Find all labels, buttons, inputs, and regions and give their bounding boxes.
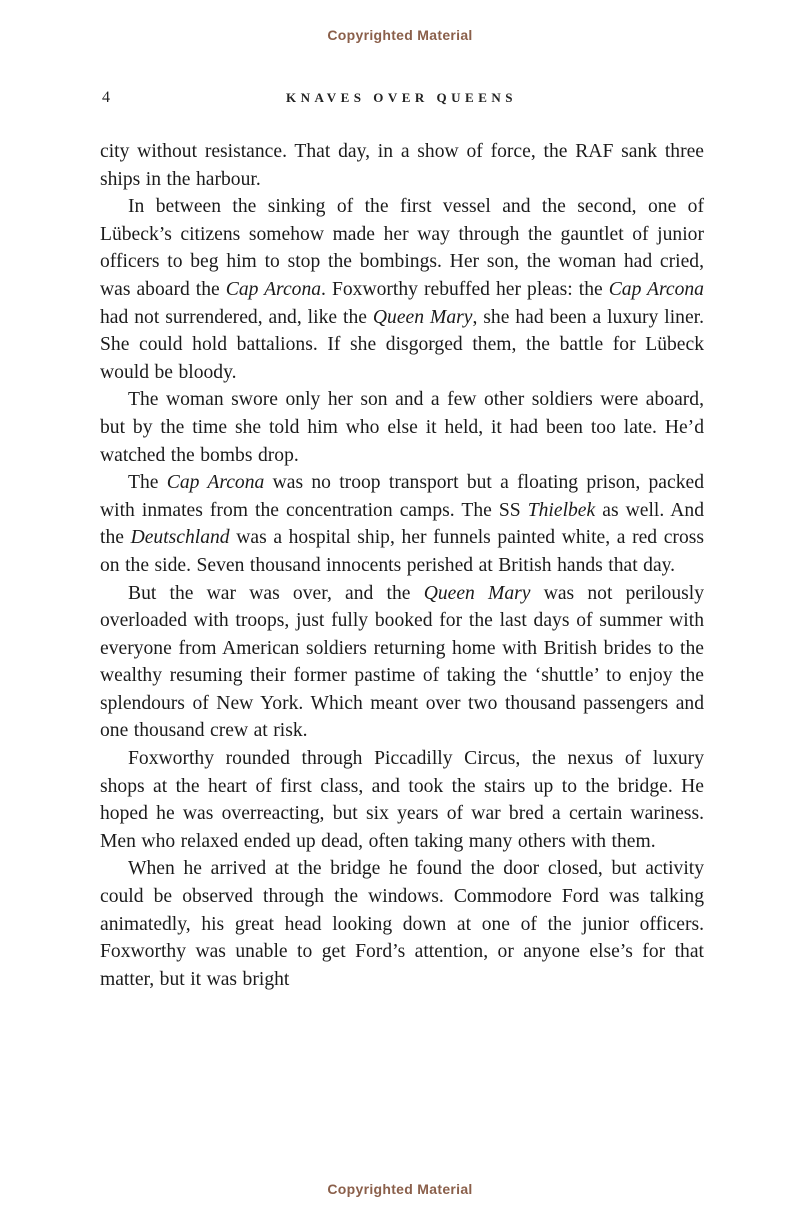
running-title: KNAVES OVER QUEENS xyxy=(285,90,518,105)
paragraph xyxy=(100,745,704,855)
italic-text-segment: Cap Arcona xyxy=(225,278,322,300)
italic-text-segment: Thielbek xyxy=(527,499,596,521)
text-segment: But the war was over, and the xyxy=(128,582,424,604)
text-segment: had not surrendered, and, like the xyxy=(100,306,373,328)
text-segment: , she had been a luxury liner. She could hold battalions. If she disgorged them, the battle for Lübeck would be bloody. xyxy=(100,306,704,383)
text-segment: Foxworthy rounded through Piccadilly Circus, the nexus of luxury shops at the heart of first class, and took the stairs up to the bridge. He hoped he was overreacting, but six years of war bred a certain wariness. Men who relaxed ended up dead, often taking many others with them. xyxy=(100,748,704,852)
italic-text-segment: Deutschland xyxy=(130,527,230,549)
text-segment: as well. And the xyxy=(100,499,704,549)
text-segment: . Foxworthy rebuffed her pleas: the xyxy=(321,278,609,300)
paragraph xyxy=(100,193,704,386)
text-segment: was no troop transport but a floating prison, packed with inmates from the concentration camps. The SS xyxy=(100,472,704,521)
copyright-notice-top: Copyrighted Material xyxy=(327,27,473,43)
italic-text-segment: Cap Arcona xyxy=(608,278,704,300)
text-segment: city without resistance. That day, in a show of force, the RAF sank three ships in the harbour. xyxy=(100,141,704,190)
paragraph xyxy=(100,138,704,193)
text-segment: The xyxy=(128,472,167,494)
page-number: 4 xyxy=(102,89,110,106)
text-segment: was not perilously overloaded with troops, just fully booked for the last days of summer with everyone from American soldiers returning home with British brides to the wealthy resuming their former pastime of taking the ‘shuttle’ to enjoy the splendours of New York. Which meant over two thousand passengers and one thousand crew at risk. xyxy=(100,582,704,742)
text-segment: was a hospital ship, her funnels painted white, a red cross on the side. Seven thousand innocents perished at British hands that day. xyxy=(100,527,704,576)
text-segment: When he arrived at the bridge he found the door closed, but activity could be observed through the windows. Commodore Ford was talking animatedly, his great head looking down at one of the junior officers. Foxworthy was unable to get Ford’s attention, or anyone else’s for that matter, but it was bright xyxy=(100,858,704,990)
italic-text-segment: Cap Arcona xyxy=(166,472,265,494)
italic-text-segment: Queen Mary xyxy=(423,582,531,604)
italic-text-segment: Queen Mary xyxy=(372,306,473,328)
text-segment: The woman swore only her son and a few other soldiers were aboard, but by the time she told him who else it held, it had been too late. He’d watched the bombs drop. xyxy=(100,389,704,466)
paragraph xyxy=(100,469,704,579)
copyright-notice-bottom: Copyrighted Material xyxy=(327,1181,473,1197)
paragraph xyxy=(100,580,704,746)
page-body xyxy=(100,138,704,993)
paragraph xyxy=(100,386,704,469)
text-segment: In between the sinking of the first vessel and the second, one of Lübeck’s citizens somehow made her way through the gauntlet of junior officers to beg him to stop the bombings. Her son, the woman had cried, was aboard the xyxy=(100,196,704,300)
page-header xyxy=(100,88,703,108)
paragraph xyxy=(100,855,704,993)
